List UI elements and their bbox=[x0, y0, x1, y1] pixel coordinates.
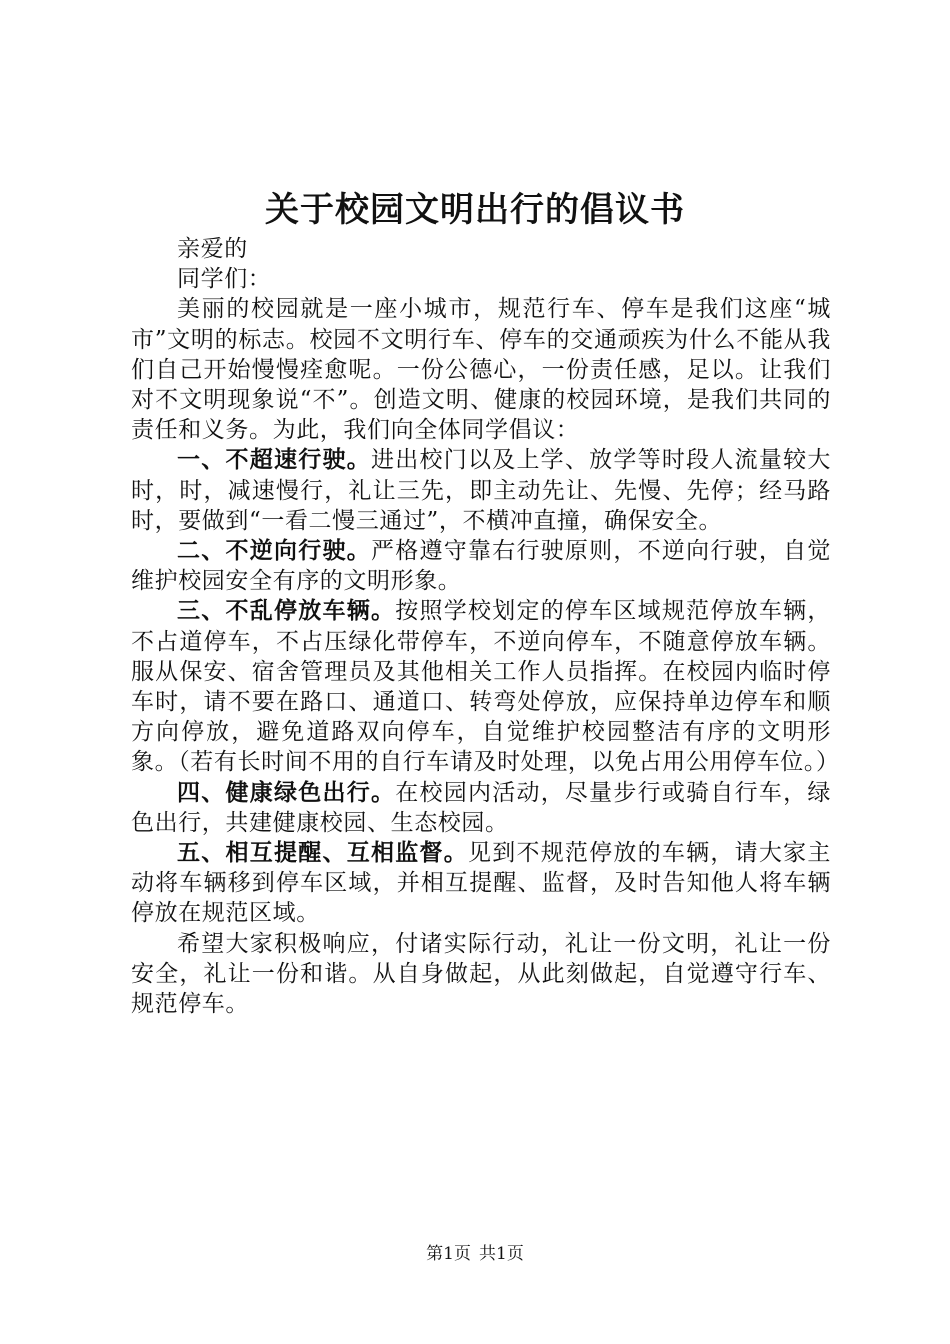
item-heading: 三、不乱停放车辆。 bbox=[177, 598, 396, 625]
document-body bbox=[131, 234, 840, 1019]
item-paragraph-1 bbox=[131, 445, 831, 536]
item-text: 见到不规范停放的车辆，请大家主动将车辆移到停车区域，并相互提醒、监督，及时告知他人将车辆停放在规范区域。 bbox=[131, 840, 831, 927]
document-title: 关于校园文明出行的倡议书 bbox=[265, 190, 685, 230]
greeting-line-1: 亲爱的 bbox=[177, 236, 248, 262]
greeting-line-2: 同学们： bbox=[177, 266, 272, 293]
item-heading: 四、健康绿色出行。 bbox=[177, 779, 396, 806]
item-heading: 一、不超速行驶。 bbox=[177, 447, 371, 474]
page-total: 共1页 bbox=[479, 1244, 524, 1264]
item-heading: 二、不逆向行驶。 bbox=[177, 538, 371, 565]
item-paragraph-5 bbox=[131, 838, 831, 929]
item-text: 严格遵守靠右行驶原则，不逆向行驶，自觉维护校园安全有序的文明形象。 bbox=[131, 538, 831, 595]
closing-paragraph: 希望大家积极响应，付诸实际行动，礼让一份文明，礼让一份安全，礼让一份和谐。从自身做起，从此刻做起，自觉遵守行车、规范停车。 bbox=[131, 930, 831, 1018]
page-footer bbox=[0, 1242, 950, 1266]
intro-paragraph: 美丽的校园就是一座小城市，规范行车、停车是我们这座“城市”文明的标志。校园不文明行车、停车的交通顽疾为什么不能从我们自己开始慢慢痊愈呢。一份公德心，一份责任感，足以。让我们对不文明现象说“不”。创造文明、健康的校园环境，是我们共同的责任和义务。为此，我们向全体同学倡议： bbox=[131, 296, 831, 444]
item-paragraph-3 bbox=[131, 596, 840, 777]
item-text: 在校园内活动，尽量步行或骑自行车，绿色出行，共建健康校园、生态校园。 bbox=[131, 779, 831, 836]
item-heading: 五、相互提醒、互相监督。 bbox=[177, 840, 468, 867]
item-text: 按照学校划定的停车区域规范停放车辆，不占道停车，不占压绿化带停车，不逆向停车，不随意停放车辆。服从保安、宿舍管理员及其他相关工作人员指挥。在校园内临时停车时，请不要在路口、通道口、转弯处停放，应保持单边停车和顺方向停放，避免道路双向停车，自觉维护校园整洁有序的文明形象。（若有长时间不用的自行车请及时处理，以免占用公用停车位。） bbox=[131, 598, 840, 776]
item-paragraph-2 bbox=[131, 536, 831, 596]
item-paragraph-4 bbox=[131, 778, 831, 838]
item-text: 进出校门以及上学、放学等时段人流量较大时，时，减速慢行，礼让三先，即主动先让、先慢、先停；经马路时，要做到“一看二慢三通过”，不横冲直撞，确保安全。 bbox=[131, 447, 831, 534]
page-number: 第1页 bbox=[426, 1244, 471, 1264]
